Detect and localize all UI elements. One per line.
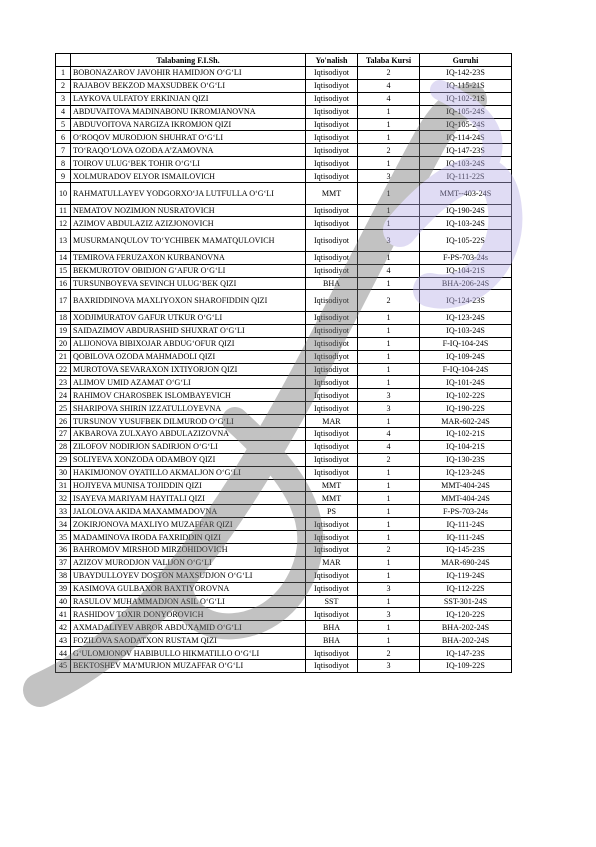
student-group: IQ-130-23S bbox=[420, 453, 512, 466]
student-group: MAR-690-24S bbox=[420, 556, 512, 569]
table-row bbox=[56, 492, 512, 505]
row-number: 35 bbox=[56, 531, 71, 544]
row-number: 2 bbox=[56, 79, 71, 92]
table-row bbox=[56, 440, 512, 453]
row-number: 10 bbox=[56, 183, 71, 205]
student-name: BOBONAZAROV JAVOHIR HAMIDJON O‘G‘LI bbox=[71, 67, 306, 80]
row-number: 26 bbox=[56, 415, 71, 428]
student-course: 1 bbox=[358, 376, 420, 389]
student-course: 1 bbox=[358, 479, 420, 492]
student-course: 1 bbox=[358, 492, 420, 505]
row-number: 19 bbox=[56, 324, 71, 337]
student-direction: Iqtisodiyot bbox=[306, 251, 358, 264]
student-course: 3 bbox=[358, 660, 420, 673]
student-course: 3 bbox=[358, 170, 420, 183]
student-course: 3 bbox=[358, 582, 420, 595]
table-row bbox=[56, 634, 512, 647]
row-number: 30 bbox=[56, 466, 71, 479]
student-name: G‘ULOMJONOV HABIBULLO HIKMATILLO O‘G‘LI bbox=[71, 647, 306, 660]
student-group: SST-301-24S bbox=[420, 595, 512, 608]
table-row bbox=[56, 118, 512, 131]
student-direction: Iqtisodiyot bbox=[306, 440, 358, 453]
student-course: 1 bbox=[358, 505, 420, 518]
student-direction: Iqtisodiyot bbox=[306, 230, 358, 252]
student-direction: Iqtisodiyot bbox=[306, 217, 358, 230]
table-row bbox=[56, 376, 512, 389]
student-group: IQ-111-24S bbox=[420, 518, 512, 531]
student-name: AXMADALIYEV ABROR ABDUXAMID O‘G‘LI bbox=[71, 621, 306, 634]
student-direction: Iqtisodiyot bbox=[306, 324, 358, 337]
student-name: AZIZOV MURODJON VALIJON O‘G‘LI bbox=[71, 556, 306, 569]
student-group: IQ-111-22S bbox=[420, 170, 512, 183]
student-course: 1 bbox=[358, 204, 420, 217]
student-direction: Iqtisodiyot bbox=[306, 157, 358, 170]
row-number: 1 bbox=[56, 67, 71, 80]
student-name: HAKIMJONOV OYATILLO AKMALJON O‘G‘LI bbox=[71, 466, 306, 479]
student-group: IQ-115-21S bbox=[420, 79, 512, 92]
student-course: 1 bbox=[358, 118, 420, 131]
student-course: 2 bbox=[358, 544, 420, 557]
student-direction: BHA bbox=[306, 277, 358, 290]
header-direction: Yo'nalish bbox=[306, 54, 358, 67]
student-name: AKBAROVA ZULXAYO ABDULAZIZOVNA bbox=[71, 427, 306, 440]
student-direction: Iqtisodiyot bbox=[306, 170, 358, 183]
row-number: 23 bbox=[56, 376, 71, 389]
student-course: 4 bbox=[358, 264, 420, 277]
student-group: IQ-104-21S bbox=[420, 264, 512, 277]
row-number: 13 bbox=[56, 230, 71, 252]
table-row bbox=[56, 389, 512, 402]
student-direction: Iqtisodiyot bbox=[306, 67, 358, 80]
table-row bbox=[56, 290, 512, 312]
row-number: 41 bbox=[56, 608, 71, 621]
student-name: ISAYEVA MARIYAM HAYITALI QIZI bbox=[71, 492, 306, 505]
student-name: BAHROMOV MIRSHOD MIRZOHIDOVICH bbox=[71, 544, 306, 557]
table-body bbox=[56, 67, 512, 673]
student-group: F-IQ-104-24S bbox=[420, 337, 512, 350]
student-direction: Iqtisodiyot bbox=[306, 427, 358, 440]
student-course: 1 bbox=[358, 556, 420, 569]
row-number: 17 bbox=[56, 290, 71, 312]
student-group: IQ-102-22S bbox=[420, 389, 512, 402]
student-name: RAJABOV BEKZOD MAXSUDBEK O‘G‘LI bbox=[71, 79, 306, 92]
student-group: IQ-103-24S bbox=[420, 324, 512, 337]
student-name: SOLIYEVA XONZODA ODAMBOY QIZI bbox=[71, 453, 306, 466]
row-number: 21 bbox=[56, 350, 71, 363]
student-group: IQ-103-24S bbox=[420, 217, 512, 230]
student-group: MMT--403-24S bbox=[420, 183, 512, 205]
student-group: MMT-404-24S bbox=[420, 479, 512, 492]
student-group: IQ-105-22S bbox=[420, 230, 512, 252]
table-row bbox=[56, 131, 512, 144]
table-row bbox=[56, 556, 512, 569]
table-row bbox=[56, 324, 512, 337]
table-row bbox=[56, 479, 512, 492]
student-direction: Iqtisodiyot bbox=[306, 582, 358, 595]
student-direction: MAR bbox=[306, 556, 358, 569]
student-group: IQ-147-23S bbox=[420, 144, 512, 157]
student-name: UBAYDULLOYEV DOSTON MAXSUDJON O‘G‘LI bbox=[71, 569, 306, 582]
student-direction: MMT bbox=[306, 479, 358, 492]
student-course: 1 bbox=[358, 311, 420, 324]
student-direction: Iqtisodiyot bbox=[306, 363, 358, 376]
student-group: MMT-404-24S bbox=[420, 492, 512, 505]
table-row bbox=[56, 230, 512, 252]
table-row bbox=[56, 621, 512, 634]
row-number: 34 bbox=[56, 518, 71, 531]
table-row bbox=[56, 311, 512, 324]
student-group: IQ-105-24S bbox=[420, 118, 512, 131]
student-group: IQ-124-23S bbox=[420, 290, 512, 312]
student-group: IQ-111-24S bbox=[420, 531, 512, 544]
student-name: ALIMOV UMID AZAMAT O‘G‘LI bbox=[71, 376, 306, 389]
student-group: IQ-102-21S bbox=[420, 92, 512, 105]
student-name: BAXRIDDINOVA MAXLIYOXON SHAROFIDDIN QIZI bbox=[71, 290, 306, 312]
student-name: O‘ROQOV MURODJON SHUHRAT O‘G‘LI bbox=[71, 131, 306, 144]
student-course: 1 bbox=[358, 466, 420, 479]
row-number: 40 bbox=[56, 595, 71, 608]
row-number: 25 bbox=[56, 402, 71, 415]
row-number: 4 bbox=[56, 105, 71, 118]
student-direction: Iqtisodiyot bbox=[306, 92, 358, 105]
student-course: 1 bbox=[358, 277, 420, 290]
student-direction: BHA bbox=[306, 634, 358, 647]
student-course: 1 bbox=[358, 363, 420, 376]
student-group: F-IQ-104-24S bbox=[420, 363, 512, 376]
table-row bbox=[56, 402, 512, 415]
row-number: 37 bbox=[56, 556, 71, 569]
table-row bbox=[56, 453, 512, 466]
table-row bbox=[56, 217, 512, 230]
table-row bbox=[56, 264, 512, 277]
table-row bbox=[56, 144, 512, 157]
student-course: 1 bbox=[358, 415, 420, 428]
student-group: IQ-114-24S bbox=[420, 131, 512, 144]
student-name: TO‘RAQO‘LOVA OZODA A’ZAMOVNA bbox=[71, 144, 306, 157]
student-name: QOBILOVA OZODA MAHMADOLI QIZI bbox=[71, 350, 306, 363]
student-group: IQ-123-24S bbox=[420, 311, 512, 324]
student-course: 4 bbox=[358, 79, 420, 92]
row-number: 36 bbox=[56, 544, 71, 557]
table-row bbox=[56, 92, 512, 105]
table-row bbox=[56, 569, 512, 582]
student-name: RAHIMOV CHAROSBEK ISLOMBAYEVICH bbox=[71, 389, 306, 402]
row-number: 5 bbox=[56, 118, 71, 131]
table-row bbox=[56, 427, 512, 440]
student-course: 2 bbox=[358, 647, 420, 660]
table-row bbox=[56, 608, 512, 621]
student-group: IQ-109-22S bbox=[420, 660, 512, 673]
table-row bbox=[56, 350, 512, 363]
student-course: 1 bbox=[358, 595, 420, 608]
student-direction: Iqtisodiyot bbox=[306, 350, 358, 363]
table-row bbox=[56, 415, 512, 428]
student-group: IQ-102-21S bbox=[420, 427, 512, 440]
student-name: TURSUNBOYEVA SEVINCH ULUG‘BEK QIZI bbox=[71, 277, 306, 290]
student-name: TURSUNOV YUSUFBEK DILMUROD O‘G‘LI bbox=[71, 415, 306, 428]
row-number: 9 bbox=[56, 170, 71, 183]
table-row bbox=[56, 105, 512, 118]
header-name: Talabaning F.I.Sh. bbox=[71, 54, 306, 67]
student-name: MADAMINOVA IRODA FAXRIDDIN QIZI bbox=[71, 531, 306, 544]
table-header-row bbox=[56, 54, 512, 67]
student-name: FOZILOVA SAODATXON RUSTAM QIZI bbox=[71, 634, 306, 647]
row-number: 43 bbox=[56, 634, 71, 647]
row-number: 16 bbox=[56, 277, 71, 290]
student-group: IQ-101-24S bbox=[420, 376, 512, 389]
student-course: 1 bbox=[358, 105, 420, 118]
row-number: 7 bbox=[56, 144, 71, 157]
row-number: 32 bbox=[56, 492, 71, 505]
row-number: 31 bbox=[56, 479, 71, 492]
table-row bbox=[56, 595, 512, 608]
student-name: MUROTOVA SEVARAXON IXTIYORJON QIZI bbox=[71, 363, 306, 376]
student-name: ZOKIRJONOVA MAXLIYO MUZAFFAR QIZI bbox=[71, 518, 306, 531]
student-course: 1 bbox=[358, 183, 420, 205]
row-number: 45 bbox=[56, 660, 71, 673]
student-direction: MMT bbox=[306, 183, 358, 205]
student-direction: Iqtisodiyot bbox=[306, 647, 358, 660]
student-group: BHA-206-24S bbox=[420, 277, 512, 290]
student-direction: Iqtisodiyot bbox=[306, 144, 358, 157]
student-name: NEMATOV NOZIMJON NUSRATOVICH bbox=[71, 204, 306, 217]
student-course: 1 bbox=[358, 634, 420, 647]
student-group: IQ-190-24S bbox=[420, 204, 512, 217]
row-number: 6 bbox=[56, 131, 71, 144]
student-course: 1 bbox=[358, 518, 420, 531]
student-direction: SST bbox=[306, 595, 358, 608]
student-direction: Iqtisodiyot bbox=[306, 389, 358, 402]
table-row bbox=[56, 531, 512, 544]
student-direction: Iqtisodiyot bbox=[306, 79, 358, 92]
student-course: 3 bbox=[358, 608, 420, 621]
table-row bbox=[56, 204, 512, 217]
table-row bbox=[56, 647, 512, 660]
table-row bbox=[56, 544, 512, 557]
row-number: 44 bbox=[56, 647, 71, 660]
row-number: 18 bbox=[56, 311, 71, 324]
student-course: 2 bbox=[358, 144, 420, 157]
student-course: 1 bbox=[358, 337, 420, 350]
student-name: RAHMATULLAYEV YODGORXO‘JA LUTFULLA O‘G‘LI bbox=[71, 183, 306, 205]
student-course: 1 bbox=[358, 251, 420, 264]
student-course: 1 bbox=[358, 621, 420, 634]
row-number: 22 bbox=[56, 363, 71, 376]
student-name: XOLMURADOV ELYOR ISMAILOVICH bbox=[71, 170, 306, 183]
student-name: ALIJONOVA BIBIXOJAR ABDUG‘OFUR QIZI bbox=[71, 337, 306, 350]
student-direction: Iqtisodiyot bbox=[306, 402, 358, 415]
student-name: SAIDAZIMOV ABDURASHID SHUXRAT O‘G‘LI bbox=[71, 324, 306, 337]
student-course: 4 bbox=[358, 427, 420, 440]
student-name: HOJIYEVA MUNISA TOJIDDIN QIZI bbox=[71, 479, 306, 492]
student-direction: Iqtisodiyot bbox=[306, 264, 358, 277]
student-direction: Iqtisodiyot bbox=[306, 608, 358, 621]
student-course: 1 bbox=[358, 350, 420, 363]
student-direction: Iqtisodiyot bbox=[306, 105, 358, 118]
student-group: IQ-145-23S bbox=[420, 544, 512, 557]
student-name: JALOLOVA AKIDA MAXAMMADOVNA bbox=[71, 505, 306, 518]
row-number: 42 bbox=[56, 621, 71, 634]
student-direction: Iqtisodiyot bbox=[306, 466, 358, 479]
header-num bbox=[56, 54, 71, 67]
table-row bbox=[56, 466, 512, 479]
table-row bbox=[56, 183, 512, 205]
student-name: XODJIMURATOV GAFUR UTKUR O‘G‘LI bbox=[71, 311, 306, 324]
row-number: 14 bbox=[56, 251, 71, 264]
students-table bbox=[55, 53, 512, 673]
student-name: BEKTOSHEV MA’MURJON MUZAFFAR O‘G‘LI bbox=[71, 660, 306, 673]
student-name: LAYKOVA ULFATOY ERKINJAN QIZI bbox=[71, 92, 306, 105]
student-direction: Iqtisodiyot bbox=[306, 204, 358, 217]
student-group: BHA-202-24S bbox=[420, 634, 512, 647]
row-number: 24 bbox=[56, 389, 71, 402]
student-course: 2 bbox=[358, 290, 420, 312]
table-row bbox=[56, 79, 512, 92]
table-row bbox=[56, 67, 512, 80]
student-group: F-PS-703-24s bbox=[420, 505, 512, 518]
student-group: F-PS-703-24s bbox=[420, 251, 512, 264]
student-course: 4 bbox=[358, 92, 420, 105]
student-course: 1 bbox=[358, 569, 420, 582]
row-number: 3 bbox=[56, 92, 71, 105]
table-row bbox=[56, 363, 512, 376]
student-group: IQ-105-24S bbox=[420, 105, 512, 118]
header-course: Talaba Kursi bbox=[358, 54, 420, 67]
student-direction: Iqtisodiyot bbox=[306, 337, 358, 350]
student-direction: Iqtisodiyot bbox=[306, 118, 358, 131]
student-name: AZIMOV ABDULAZIZ AZIZJONOVICH bbox=[71, 217, 306, 230]
student-group: IQ-112-22S bbox=[420, 582, 512, 595]
table-row bbox=[56, 277, 512, 290]
row-number: 33 bbox=[56, 505, 71, 518]
student-group: IQ-120-22S bbox=[420, 608, 512, 621]
student-name: TEMIROVA FERUZAXON KURBANOVNA bbox=[71, 251, 306, 264]
student-group: IQ-190-22S bbox=[420, 402, 512, 415]
student-direction: Iqtisodiyot bbox=[306, 290, 358, 312]
row-number: 27 bbox=[56, 427, 71, 440]
student-direction: Iqtisodiyot bbox=[306, 376, 358, 389]
student-direction: Iqtisodiyot bbox=[306, 660, 358, 673]
student-direction: Iqtisodiyot bbox=[306, 569, 358, 582]
student-group: BHA-202-24S bbox=[420, 621, 512, 634]
student-name: RASHIDOV TOXIR DONYOROVICH bbox=[71, 608, 306, 621]
student-name: ABDUVOITOVA NARGIZA IKROMJON QIZI bbox=[71, 118, 306, 131]
header-group: Guruhi bbox=[420, 54, 512, 67]
student-direction: Iqtisodiyot bbox=[306, 531, 358, 544]
student-name: SHARIPOVA SHIRIN IZZATULLOYEVNA bbox=[71, 402, 306, 415]
student-direction: MAR bbox=[306, 415, 358, 428]
student-name: BEKMUROTOV OBIDJON G‘AFUR O‘G‘LI bbox=[71, 264, 306, 277]
student-name: MUSURMANQULOV TO‘YCHIBEK MAMATQULOVICH bbox=[71, 230, 306, 252]
student-group: IQ-119-24S bbox=[420, 569, 512, 582]
student-course: 1 bbox=[358, 217, 420, 230]
row-number: 29 bbox=[56, 453, 71, 466]
student-name: ZILOFOV NODIRJON SADIRJON O‘G‘LI bbox=[71, 440, 306, 453]
student-name: RASULOV MUHAMMADJON ASIL O‘G‘LI bbox=[71, 595, 306, 608]
table-row bbox=[56, 157, 512, 170]
student-group: IQ-147-23S bbox=[420, 647, 512, 660]
row-number: 11 bbox=[56, 204, 71, 217]
row-number: 38 bbox=[56, 569, 71, 582]
student-group: IQ-142-23S bbox=[420, 67, 512, 80]
student-direction: Iqtisodiyot bbox=[306, 131, 358, 144]
student-course: 3 bbox=[358, 230, 420, 252]
student-direction: BHA bbox=[306, 621, 358, 634]
student-direction: Iqtisodiyot bbox=[306, 544, 358, 557]
student-group: IQ-123-24S bbox=[420, 466, 512, 479]
student-course: 1 bbox=[358, 324, 420, 337]
student-course: 1 bbox=[358, 531, 420, 544]
student-course: 2 bbox=[358, 67, 420, 80]
student-name: ABDUVAITOVA MADINABONU IKROMJANOVNA bbox=[71, 105, 306, 118]
student-course: 1 bbox=[358, 131, 420, 144]
student-course: 3 bbox=[358, 402, 420, 415]
student-direction: Iqtisodiyot bbox=[306, 518, 358, 531]
student-group: IQ-103-24S bbox=[420, 157, 512, 170]
row-number: 39 bbox=[56, 582, 71, 595]
student-direction: MMT bbox=[306, 492, 358, 505]
student-course: 2 bbox=[358, 453, 420, 466]
student-group: IQ-109-24S bbox=[420, 350, 512, 363]
student-direction: PS bbox=[306, 505, 358, 518]
row-number: 28 bbox=[56, 440, 71, 453]
student-direction: Iqtisodiyot bbox=[306, 453, 358, 466]
row-number: 8 bbox=[56, 157, 71, 170]
table-row bbox=[56, 505, 512, 518]
table-row bbox=[56, 170, 512, 183]
student-course: 1 bbox=[358, 157, 420, 170]
student-group: MAR-602-24S bbox=[420, 415, 512, 428]
student-course: 4 bbox=[358, 440, 420, 453]
student-name: KASIMOVA GULBAXOR BAXTIYOROVNA bbox=[71, 582, 306, 595]
table-row bbox=[56, 518, 512, 531]
row-number: 20 bbox=[56, 337, 71, 350]
row-number: 12 bbox=[56, 217, 71, 230]
table-row bbox=[56, 337, 512, 350]
row-number: 15 bbox=[56, 264, 71, 277]
student-course: 3 bbox=[358, 389, 420, 402]
table-row bbox=[56, 582, 512, 595]
student-direction: Iqtisodiyot bbox=[306, 311, 358, 324]
table-row bbox=[56, 660, 512, 673]
student-group: IQ-104-21S bbox=[420, 440, 512, 453]
student-name: TOIROV ULUG‘BEK TOHIR O‘G‘LI bbox=[71, 157, 306, 170]
table-row bbox=[56, 251, 512, 264]
